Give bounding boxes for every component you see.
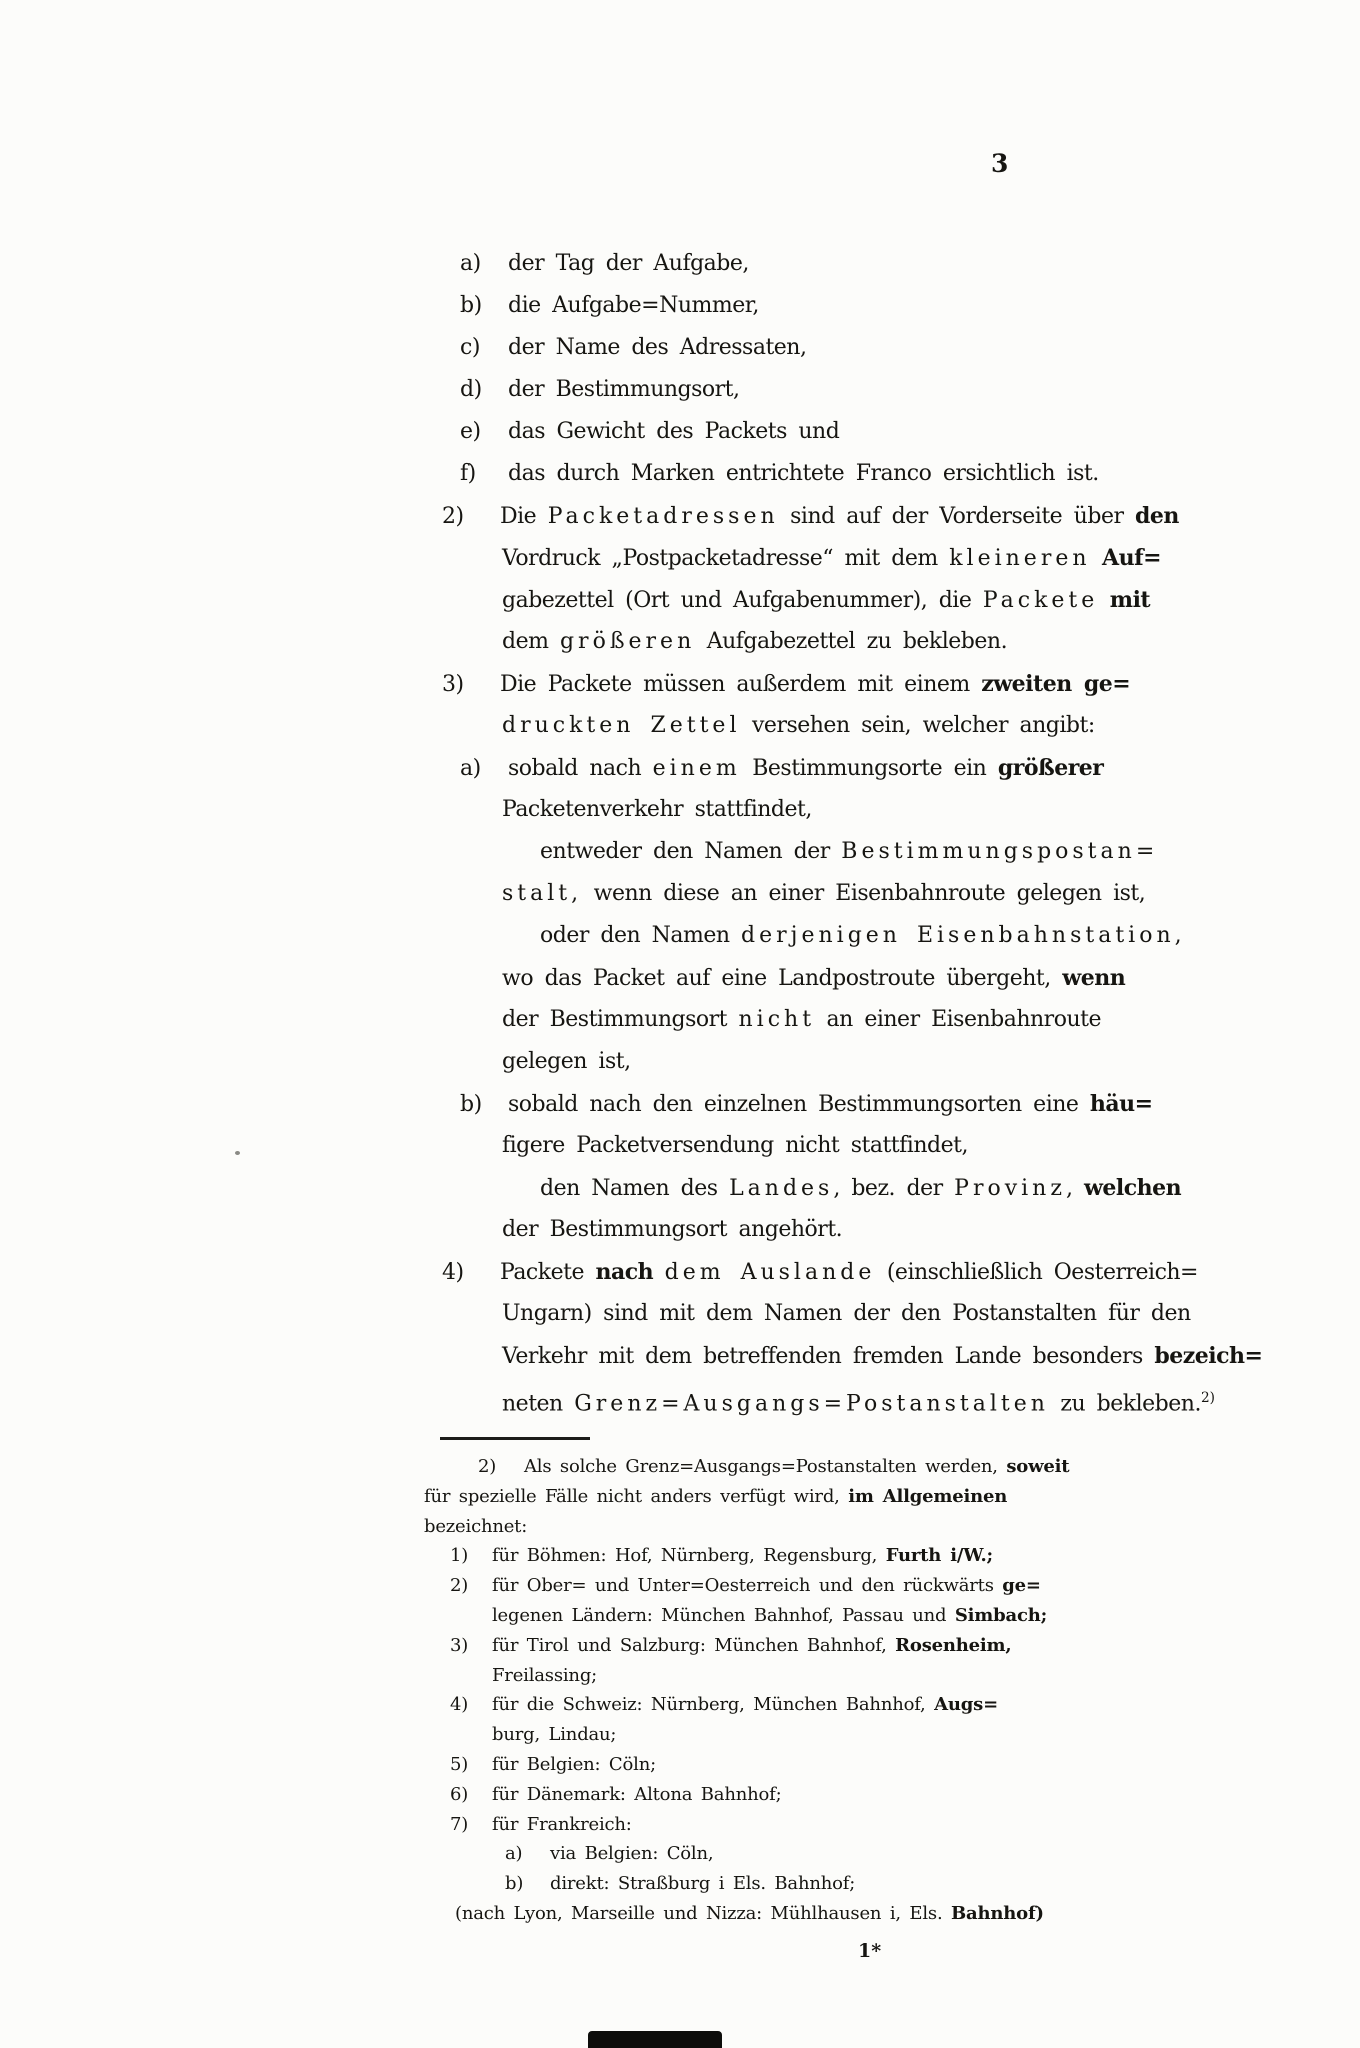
list-item-label: 2) (442, 504, 464, 529)
text-segment: sobald nach (508, 756, 653, 781)
text-segment: Freilassing; (492, 1664, 598, 1686)
text-segment: das Gewicht des Packets und (508, 419, 840, 444)
list-item-label: 4) (450, 1694, 469, 1716)
text-segment: Augs= (934, 1694, 998, 1716)
text-segment: , bez. der (833, 1176, 955, 1201)
text-segment: für Tirol und Salzburg: München Bahnhof, (492, 1634, 896, 1656)
text-line (0, 1482, 1360, 1512)
text-line (0, 495, 1360, 537)
text-segment: wenn diese an einer Eisenbahnroute gelegen ist, (582, 881, 1146, 906)
list-item-label: a) (505, 1843, 523, 1865)
list-item-label: a) (460, 251, 481, 276)
text-segment: das durch Marken entrichtete Franco ersichtlich ist. (508, 461, 1099, 486)
text-line (0, 1750, 1360, 1780)
text-segment: sobald nach den einzelnen Bestimmungsorten eine (508, 1092, 1090, 1117)
text-line (0, 327, 1360, 369)
text-segment: kleineren (949, 546, 1091, 571)
text-line (0, 1041, 1360, 1083)
text-segment: für Belgien: Cöln; (492, 1753, 656, 1775)
list-item-label: c) (460, 335, 480, 360)
text-line (0, 1601, 1360, 1631)
text-segment: häu= (1089, 1091, 1153, 1117)
text-segment: für die Schweiz: Nürnberg, München Bahnhof, (492, 1694, 935, 1716)
text-segment: druckten Zettel (502, 713, 741, 738)
text-segment: Packetadressen (547, 504, 779, 529)
page-bottom-scan-artifact (588, 2031, 722, 2048)
text-line (0, 621, 1360, 663)
text-line (0, 453, 1360, 495)
list-item-label: 7) (450, 1813, 469, 1835)
text-segment: soweit (1006, 1456, 1070, 1477)
list-item-label: 3) (450, 1634, 469, 1656)
text-segment: zweiten ge= (981, 671, 1131, 697)
text-line (0, 579, 1360, 621)
text-segment: dem (502, 629, 560, 654)
text-segment: den (1134, 503, 1179, 529)
text-segment: nicht (738, 1007, 816, 1032)
list-item-label: b) (460, 1092, 482, 1117)
text-line (0, 243, 1360, 285)
text-segment: Verkehr mit dem betreffenden fremden Lande besonders (502, 1344, 1155, 1369)
text-line (0, 1869, 1360, 1899)
text-line (0, 1780, 1360, 1810)
text-line (0, 1167, 1360, 1209)
text-segment: entweder den Namen der (540, 839, 842, 864)
text-line (0, 1452, 1360, 1482)
text-line (0, 1720, 1360, 1750)
text-segment: direkt: Straßburg i Els. Bahnhof; (550, 1873, 856, 1895)
text-segment: sind auf der Vorderseite über (778, 504, 1135, 529)
text-line (0, 663, 1360, 705)
text-segment: via Belgien: Cöln, (550, 1843, 714, 1865)
text-line (0, 747, 1360, 789)
main-text-block (0, 243, 1360, 1419)
list-item-label: e) (460, 419, 481, 444)
text-segment: (einschließlich Oesterreich= (875, 1260, 1198, 1285)
text-segment: der Bestimmungsort angehört. (502, 1217, 843, 1242)
list-item-label: a) (460, 756, 481, 781)
text-line (0, 1839, 1360, 1869)
text-segment (1091, 546, 1103, 571)
text-segment: nach (595, 1259, 654, 1285)
text-segment: der Name des Adressaten, (508, 335, 807, 360)
list-item-label: 1) (450, 1545, 469, 1567)
text-line (0, 1293, 1360, 1335)
text-segment: Aufgabezettel zu bekleben. (695, 629, 1008, 654)
text-segment: stalt, (502, 881, 583, 906)
text-segment: Provinz (954, 1176, 1066, 1201)
text-segment: Bestimmungsorte ein (740, 756, 998, 781)
text-segment: der Bestimmungsort, (508, 377, 740, 402)
text-line (0, 1661, 1360, 1691)
text-line (0, 1083, 1360, 1125)
text-line (0, 1690, 1360, 1720)
text-segment: figere Packetversendung nicht stattfindet, (502, 1133, 968, 1158)
text-segment: gelegen ist, (502, 1049, 631, 1074)
scan-artifact-dot (235, 1151, 240, 1155)
text-line (0, 999, 1360, 1041)
text-segment: , (1065, 1176, 1084, 1201)
text-segment: wenn (1062, 965, 1126, 991)
text-segment: ge= (1002, 1575, 1041, 1597)
text-line (0, 1125, 1360, 1167)
text-segment: bezeichnet: (424, 1515, 528, 1537)
list-item-label: 5) (450, 1753, 469, 1775)
text-segment: für Frankreich: (492, 1813, 632, 1835)
text-segment: oder den Namen (540, 923, 742, 948)
text-segment: 2) (1200, 1390, 1215, 1406)
text-line (0, 1899, 1360, 1929)
text-segment: Die (500, 504, 548, 529)
list-item-label: d) (460, 377, 482, 402)
text-segment: für Dänemark: Altona Bahnhof; (492, 1783, 782, 1805)
text-segment: (nach Lyon, Marseille und Nizza: Mühlhausen i, Els. (455, 1902, 952, 1924)
text-line (0, 369, 1360, 411)
text-segment: für Böhmen: Hof, Nürnberg, Regensburg, (492, 1545, 886, 1567)
text-segment: wo das Packet auf eine Landpostroute übergeht, (502, 966, 1063, 991)
text-line (0, 1631, 1360, 1661)
text-segment: burg, Lindau; (492, 1724, 617, 1746)
text-line (0, 1335, 1360, 1377)
list-item-label: b) (505, 1873, 524, 1895)
text-segment: Die Packete müssen außerdem mit einem (500, 672, 982, 697)
text-segment: an einer Eisenbahnroute (815, 1007, 1101, 1032)
text-segment: Rosenheim, (895, 1634, 1012, 1656)
text-segment: für spezielle Fälle nicht anders verfügt wird, (424, 1485, 849, 1507)
text-segment: neten (502, 1391, 575, 1417)
list-item-label: 4) (442, 1260, 464, 1285)
text-segment: den Namen des (540, 1176, 730, 1201)
text-segment: einem (652, 756, 741, 781)
text-line (0, 537, 1360, 579)
signature-mark: 1* (858, 1940, 882, 1962)
text-segment: Grenz=Ausgangs=Postanstalten (574, 1391, 1049, 1417)
text-segment: mit (1109, 587, 1151, 613)
text-line (0, 789, 1360, 831)
text-segment: Packetenverkehr stattfindet, (502, 797, 812, 822)
list-item-label: 6) (450, 1783, 469, 1805)
text-line (0, 1251, 1360, 1293)
text-segment: bezeich= (1154, 1343, 1263, 1369)
text-segment: der Tag der Aufgabe, (508, 251, 749, 276)
text-line (0, 1810, 1360, 1840)
text-segment: Ungarn) sind mit dem Namen der den Postanstalten für den (502, 1301, 1191, 1326)
text-segment: Als solche Grenz=Ausgangs=Postanstalten werden, (524, 1456, 1007, 1477)
list-item-label: 2) (450, 1575, 469, 1597)
text-line (0, 1512, 1360, 1542)
text-line (0, 957, 1360, 999)
text-segment: Packete (500, 1260, 596, 1285)
text-segment (1098, 588, 1110, 613)
text-segment: größeren (559, 629, 696, 654)
text-segment: legenen Ländern: München Bahnhof, Passau und (492, 1604, 955, 1626)
text-segment: zu bekleben. (1048, 1391, 1201, 1417)
text-segment: welchen (1083, 1175, 1182, 1201)
text-line (0, 831, 1360, 873)
text-segment: die Aufgabe=Nummer, (508, 293, 759, 318)
text-segment: gabezettel (Ort und Aufgabenummer), die (502, 588, 983, 613)
text-segment: versehen sein, welcher angibt: (740, 713, 1095, 738)
text-line (0, 1571, 1360, 1601)
text-line (0, 1541, 1360, 1571)
text-segment: der Bestimmungsort (502, 1007, 739, 1032)
text-segment: dem Auslande (664, 1260, 876, 1285)
text-segment: Simbach; (954, 1604, 1048, 1626)
text-line (0, 915, 1360, 957)
text-segment: größerer (997, 755, 1104, 781)
text-line (0, 1209, 1360, 1251)
text-segment: Packete (982, 588, 1099, 613)
footnote-separator-rule (440, 1437, 590, 1440)
text-line (0, 873, 1360, 915)
text-segment: für Ober= und Unter=Oesterreich und den rückwärts (492, 1575, 1003, 1597)
list-item-label: b) (460, 293, 482, 318)
text-segment: derjenigen Eisenbahnstation, (741, 923, 1186, 948)
text-segment: Vordruck „Postpacketadresse“ mit dem (502, 546, 950, 571)
text-segment: Furth i/W.; (885, 1545, 993, 1567)
text-line (0, 285, 1360, 327)
text-line (0, 705, 1360, 747)
text-segment: Landes (729, 1176, 834, 1201)
text-segment (653, 1260, 665, 1285)
text-segment: Bestimmungspostan= (841, 839, 1159, 864)
text-segment: im Allgemeinen (848, 1485, 1008, 1507)
list-item-label: f) (460, 461, 476, 486)
list-item-label: 3) (442, 672, 464, 697)
list-item-label: 2) (478, 1456, 497, 1477)
text-segment: Auf= (1102, 545, 1162, 571)
page-number: 3 (991, 149, 1009, 178)
text-line (0, 1377, 1360, 1419)
text-line (0, 411, 1360, 453)
footnote-block (0, 1452, 1360, 1929)
text-segment: Bahnhof) (951, 1902, 1044, 1924)
